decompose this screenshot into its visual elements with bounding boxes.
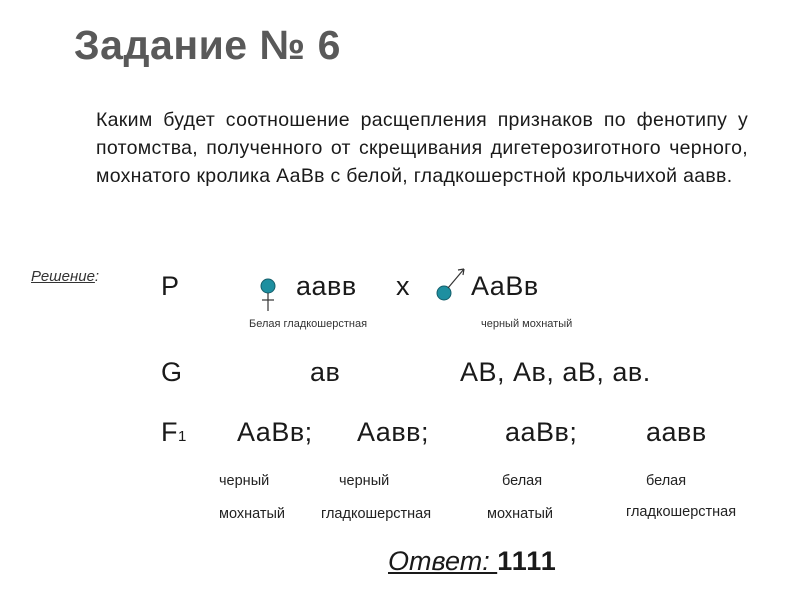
p-cross-sign: х [396, 271, 410, 301]
p-female-phenotype: Белая гладкошерстная [249, 318, 368, 330]
f1-phenotype-1-color: черный [219, 473, 270, 489]
f1-phenotype-4-color: белая [646, 473, 687, 489]
answer [388, 546, 557, 577]
slide-title: Задание № 6 [74, 22, 341, 68]
g-row-label: G [161, 357, 183, 387]
f1-genotype-1: АаВв; [237, 417, 313, 447]
f1-phenotype-2-color: черный [339, 473, 390, 489]
f1-label-subscript: 1 [178, 428, 187, 445]
f1-phenotype-3-color: белая [502, 473, 543, 489]
f1-phenotype-2-fur: гладкошерстная [321, 506, 432, 522]
solution-label-text: Решение [31, 268, 95, 285]
f1-genotype-4: аавв [646, 417, 707, 447]
female-symbol-icon [256, 276, 280, 314]
g-female-gametes: ав [310, 357, 341, 387]
answer-label: Ответ: [388, 546, 498, 576]
f1-phenotype-3-fur: мохнатый [487, 506, 554, 522]
answer-value: 1111 [497, 546, 557, 576]
p-female-genotype: аавв [296, 271, 357, 301]
g-male-gametes: АВ, Ав, аВ, ав. [460, 357, 651, 387]
solution-colon: : [94, 268, 100, 285]
task-text: Каким будет соотношение расщепления признаков по фенотипу у потомства, полученного от скрещивания дигетерозиготного черного, мохнатого кролика АаВв с белой, гладкошерстной крольчихой аавв. [96, 109, 748, 187]
p-male-genotype: АаВв [471, 271, 539, 301]
f1-genotype-2: Аавв; [357, 417, 430, 447]
p-male-phenotype: черный мохнатый [481, 318, 573, 330]
f1-label: F [161, 417, 178, 447]
f1-phenotype-1-fur: мохнатый [219, 506, 286, 522]
f1-row-label [161, 417, 187, 448]
f1-genotype-3: ааВв; [505, 417, 578, 447]
male-symbol-icon [434, 266, 468, 304]
p-row-label: P [161, 271, 180, 301]
f1-phenotype-4-fur: гладкошерстная [626, 504, 737, 520]
solution-label [31, 268, 99, 285]
